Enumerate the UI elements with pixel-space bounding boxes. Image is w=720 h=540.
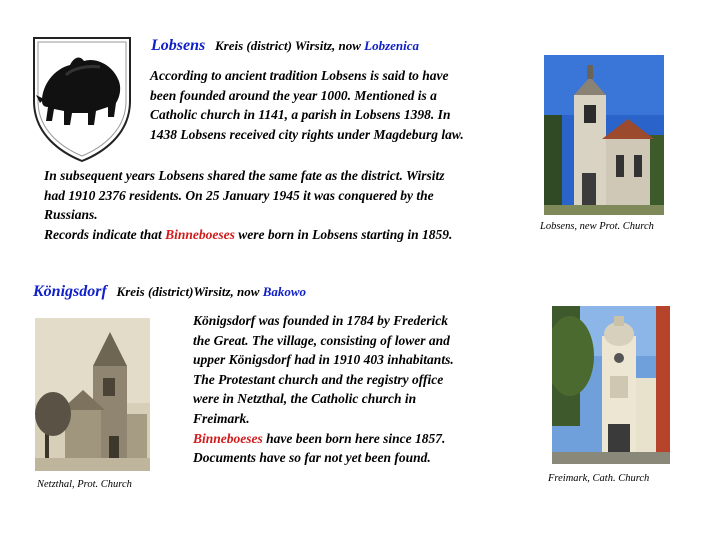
text-line: According to ancient tradition Lobsens is said to have [150,68,449,83]
netzthal-church-photo [35,318,150,471]
text-line: Freimark. [193,410,250,426]
family-line: Binneboeses have been born here since 1857. [193,430,446,446]
records-line: Records indicate that Binneboeses were born in Lobsens starting in 1859. [44,226,453,242]
text-line: were in Netzthal, the Catholic church in [193,391,417,407]
konigsdorf-paragraph [193,311,454,468]
family-name: Binneboeses [165,226,235,242]
family-name: Binneboeses [193,430,263,446]
text-line: 1438 Lobsens received city rights under Magdeburg law. [150,126,464,142]
konigsdorf-title: Königsdorf [33,283,107,300]
text-line: upper Königsdorf had in 1910 403 inhabitants. [193,352,454,368]
text-line: Catholic church in 1141, a parish in Lobsens 1398. In [150,107,451,123]
konigsdorf-header [33,283,306,301]
konigsdorf-district: Kreis (district)Wirsitz, now [116,284,263,299]
lobsens-church-photo [544,55,664,215]
lobsens-district: Kreis (district) Wirsitz, now [214,38,365,53]
freimark-photo-caption: Freimark, Cath. Church [548,473,650,484]
text-line: had 1910 2376 residents. On 25 January 1945 it was conquered by the [44,187,434,203]
text-line: Russians. [44,207,98,223]
lobsens-history-paragraph [150,66,464,144]
lobsens-title: Lobsens [151,37,206,54]
lobsens-later-paragraph [44,166,452,244]
lobsens-photo-caption: Lobsens, new Prot. Church [540,221,654,232]
text-line: Documents have so far not yet been found. [193,450,431,466]
freimark-church-photo [552,306,670,464]
lobsens-modern-name: Lobzenica [364,38,420,53]
konigsdorf-modern-name: Bakowo [262,284,307,299]
text-line: been founded around the year 1000. Mentioned is a [150,87,437,103]
text-line: Königsdorf was founded in 1784 by Frederick [193,313,449,328]
text-line: In subsequent years Lobsens shared the same fate as the district. Wirsitz [44,168,445,183]
text-line: the Great. The village, consisting of lower and [193,332,450,348]
boar-coat-of-arms-icon [30,35,134,163]
lobsens-header [151,37,419,55]
text-line: The Protestant church and the registry office [193,371,444,387]
netzthal-photo-caption: Netzthal, Prot. Church [37,479,132,490]
